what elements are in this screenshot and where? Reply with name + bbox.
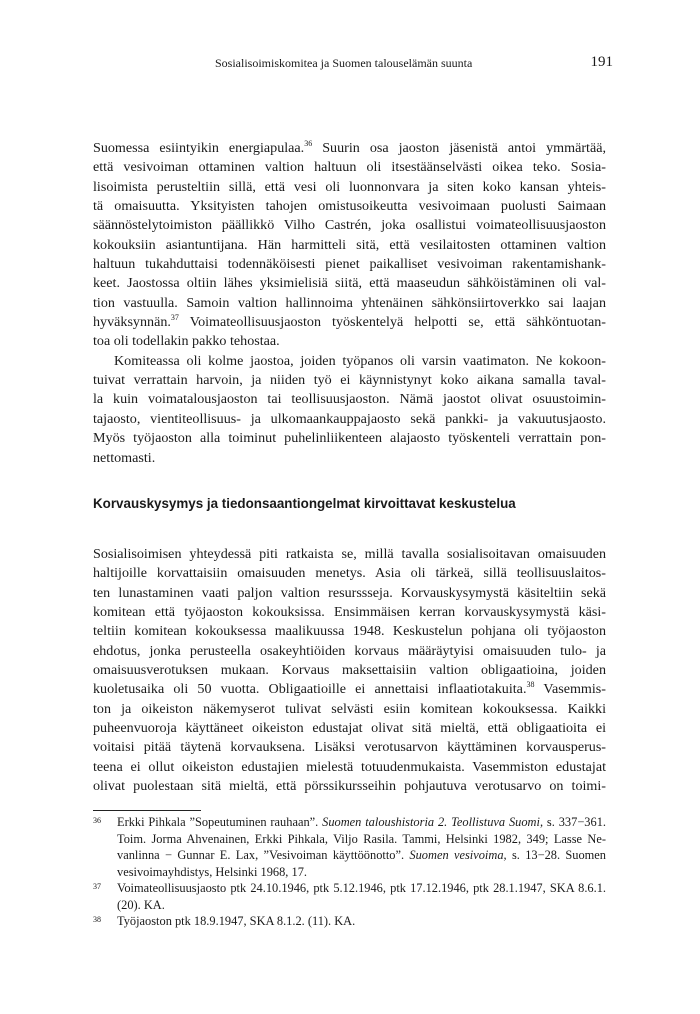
text-line: kokouksiin asiantuntijana. Hän harmitteli sitä, että vesilaitosten ottaminen valtion — [93, 236, 606, 253]
text-line: keet. Jaostossa oltiin lähes yksimielisiä siitä, että maaseudun sähköistäminen oli val- — [93, 275, 606, 292]
text-line: hyväksynnän.$^{37}$ Voimateollisuusjaoston työskentelyä helpotti se, että sähköntuotan- — [93, 313, 606, 331]
footnote-ref-37[interactable]: 37 — [170, 313, 179, 323]
text-line: toa oli todellakin pakko tehostaa. — [93, 333, 280, 350]
footnote-line: Toim. Jorma Ahvenainen, Erkki Pihkala, Viljo Rasila. Tammi, Helsinki 1982, 349; Lasse Ne- — [117, 831, 606, 846]
footnote-36 — [93, 814, 606, 880]
text-line: haltijoille korvattaisiin omaisuuden menetys. Asia oli tärkeä, sillä teollisuuslaitos- — [93, 565, 606, 582]
text-line: lisoimista perusteltiin sillä, että vesi oli luonnonvara ja siten koko kansan yhteis- — [93, 178, 606, 195]
footnote-line: Erkki Pihkala ”Sopeutuminen rauhaan”. Suomen taloushistoria 2. Teollistuva Suomi, s. 337−361. — [117, 815, 606, 829]
footnote-ref-36[interactable]: 36 — [304, 139, 313, 148]
footnote-ref-38[interactable]: 38 — [526, 680, 535, 690]
text-line: ehdotus, jonka perusteella osakeyhtiöiden korvaus määräytyisi omaisuuden tulo- ja — [93, 642, 606, 659]
footnote-line: Voimateollisuusjaosto ptk 24.10.1946, ptk 5.12.1946, ptk 17.12.1946, ptk 28.1.1947, SKA 8.6.1. — [117, 881, 606, 895]
running-header — [93, 54, 613, 74]
footnotes — [93, 814, 606, 930]
section-heading: Korvauskysymys ja tiedonsaantiongelmat kirvoittavat keskustelua — [93, 496, 516, 511]
text-line: nettomasti. — [93, 449, 156, 466]
paragraph — [93, 139, 606, 352]
footnote-number: 38 — [93, 915, 101, 924]
text-line: että vesivoiman ottaminen valtion haltuun oli itsestäänselvästi oikea teko. Sosia- — [93, 159, 606, 176]
footnote-divider — [93, 810, 201, 811]
text-line: tä omaisuutta. Yksityisten tahojen omistusoikeutta vesivoimaan puolusti Saimaan — [93, 198, 606, 215]
text-line: ten lunastaminen vaati paljon valtion resurssseja. Korvauskysymystä käsiteltiin sekä — [93, 584, 606, 601]
footnote-38 — [93, 913, 606, 930]
source-title: Suomen taloushistoria 2. Teollistuva Suomi, — [322, 815, 544, 829]
running-title: Sosialisoimiskomitea ja Suomen talouselämän suunta — [215, 56, 473, 70]
text-line: komitean että työjaoston kokouksissa. Ensimmäisen kerran korvauskysymystä käsi- — [93, 604, 606, 621]
text-line: tajaosto, vientiteollisuus- ja ulkomaankauppajaosto sekä pankki- ja vakuutusjaosto. — [93, 410, 606, 427]
footnote-line: vesivoimayhdistys, Helsinki 1968, 17. — [117, 864, 307, 879]
text-line: teena ei ollut oikeiston edustajien mielestä totuudenmukaista. Vasemmiston edustajat — [93, 758, 606, 775]
text-line: puheenvuoroja käyttäneet oikeiston edustajat olivat sitä mieltä, että obligaatioita ei — [93, 720, 606, 737]
text-line: Myös työjaoston alla toiminut puhelinliikenteen alajaosto työskenteli verrattain pon- — [93, 430, 606, 447]
text-line: säännöstelytoimiston päällikkö Vilho Castrén, joka osallistui voimateollisuusjaoston — [93, 217, 606, 234]
source-title: Suomen vesivoima, — [409, 848, 507, 862]
footnote-line: (20). KA. — [117, 897, 165, 912]
paragraph — [93, 352, 606, 468]
text-line: Komiteassa oli kolme jaostoa, joiden työpanos oli varsin vaatimaton. Ne kokoon- — [114, 352, 606, 369]
body-section-2 — [93, 545, 606, 796]
footnote-line: Työjaoston ptk 18.9.1947, SKA 8.1.2. (11). KA. — [117, 914, 356, 928]
text-line: tion vastuulla. Samoin valtion hallinnoima yhtenäinen sähkönsiirtoverkko sai laajan — [93, 294, 606, 311]
text-line: Suomessa esiintyikin energiapulaa.$^{36}$ Suurin osa jaoston jäsenistä antoi ymmärtää, — [93, 139, 606, 156]
text-line: Sosialisoimisen yhteydessä piti ratkaista se, millä tavalla sosialisoitavan omaisuuden — [93, 546, 606, 562]
page-number: 191 — [590, 54, 613, 70]
body-section-1 — [93, 139, 606, 468]
text-line: la kuin voimatalousjaoston tai teollisuusjaoston. Nämä jaostot olivat osuustoimin- — [93, 391, 606, 408]
paragraph — [93, 545, 606, 796]
text-line: olivat puolestaan sitä mieltä, että pörssikursseihin pohjautuva verotusarvo on toimi- — [93, 778, 606, 795]
text-line: teltiin komitean kokouksessa maalikuussa 1948. Keskustelun pohjana oli työjaoston — [93, 623, 606, 640]
footnote-37 — [93, 880, 606, 913]
text-line: voitaisi pitää täytenä korvauksena. Lisäksi verotusarvon käyttäminen korvausperus- — [93, 739, 606, 756]
footnote-number: 37 — [93, 882, 101, 891]
text-line: kuoletusaika oli 50 vuotta. Obligaatioille ei annettaisi inflaatiotakuita.$^{38}$ Vasemmis- — [93, 680, 606, 698]
footnote-number: 36 — [93, 816, 101, 825]
text-line: tuivat verrattain harvoin, ja niiden työ ei käynnistynyt koko aikana samalla taval- — [93, 372, 606, 389]
text-line: haltuun tukahduttaisi todennäköisesti pienet paikalliset vesivoiman rakentamishank- — [93, 256, 606, 273]
footnote-line: vanlinna − Gunnar E. Lax, ”Vesivoiman käyttöönotto”. Suomen vesivoima, s. 13−28. Suomen — [117, 848, 607, 862]
text-line: ton ja oikeiston näkemyserot tulivat selvästi esiin komitean kokouksessa. Kaikki — [93, 700, 606, 717]
text-line: omaisuusverotuksen mukaan. Korvaus maksettaisiin valtion obligaatioina, joiden — [93, 662, 606, 679]
